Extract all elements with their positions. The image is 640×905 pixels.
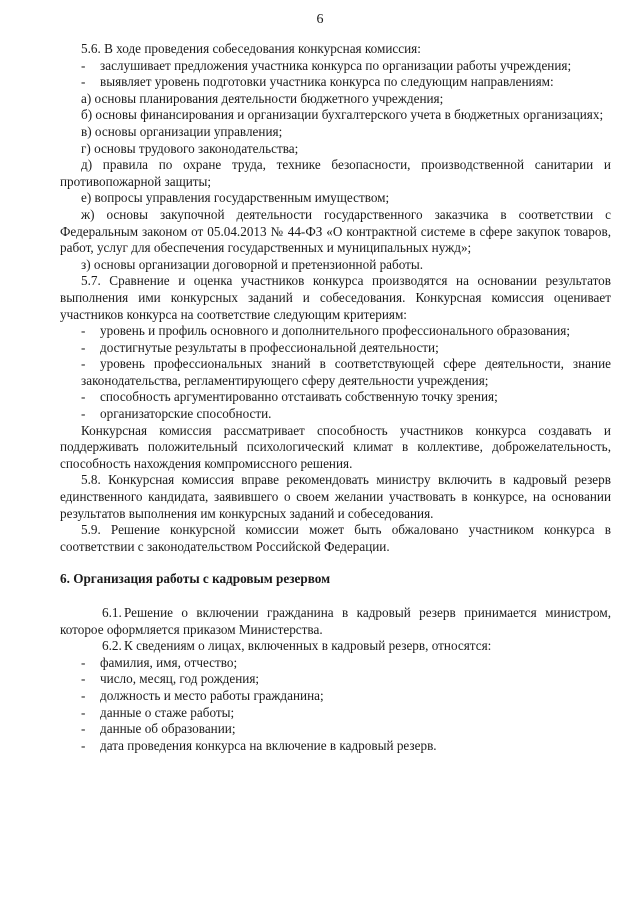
clause-5-7-criterion [60,389,611,406]
clause-5-7-closing: Конкурсная комиссия рассматривает способность участников конкурса создавать и поддерживать положительный психологический климат в коллективе, доброжелательность, способность нахождения компромиссного решения. [60,422,611,471]
clause-5-6-bullet [60,74,611,91]
clause-5-6-item-d: д) правила по охране труда, технике безопасности, производственной санитарии и противопожарной защиты; [60,157,611,189]
dash-marker: - [81,339,86,355]
clause-number: 6.1. [102,605,122,620]
clause-5-6-bullet [60,58,611,75]
dash-marker: - [81,406,86,422]
clause-6-1 [60,605,611,638]
item-text: должность и место работы гражданина; [100,687,324,703]
reserve-info-item [60,688,611,705]
item-text: данные об образовании; [100,721,236,737]
clause-5-8: 5.8. Конкурсная комиссия вправе рекомендовать министру включить в кадровый резерв единственного кандидата, заявившего о своем желании участвовать в конкурсе, на основании результатов выполнения им конкурсных заданий и собеседования. [60,472,611,521]
clause-5-6-intro: 5.6. В ходе проведения собеседования конкурсная комиссия: [81,41,421,56]
clause-5-6-item-v: в) основы организации управления; [81,123,283,139]
criterion-text: способность аргументированно отстаивать собственную точку зрения; [100,389,498,405]
dash-marker: - [81,687,86,703]
clause-5-6-item-z: з) основы организации договорной и претензионной работы. [81,256,424,272]
clause-5-9: 5.9. Решение конкурсной комиссии может быть обжаловано участником конкурса в соответствии с законодательством Российской Федерации. [60,522,611,554]
page-number: 6 [316,12,324,27]
reserve-info-item [60,721,611,738]
clause-5-7-intro: 5.7. Сравнение и оценка участников конкурса производятся на основании результатов выполнения ими конкурсных заданий и собеседования. Конкурсная комиссия оценивает участников конкурса на соответствие следующим критериям: [60,273,611,322]
dash-marker: - [81,389,86,405]
criterion-text: уровень профессиональных знаний в соответствующей сфере деятельности, знание законодательства, регламентирующего сферу деятельности учреждения; [81,356,611,388]
item-text: данные о стаже работы; [100,704,235,720]
document-body [60,41,611,754]
clause-5-7-criterion [60,340,611,357]
dash-marker: - [81,671,86,687]
dash-marker: - [81,57,86,73]
dash-marker: - [81,323,86,339]
clause-5-7-criterion [60,356,611,389]
dash-marker: - [81,654,86,670]
clause-5-6-item-g: г) основы трудового законодательства; [81,140,299,156]
reserve-info-item [60,738,611,755]
item-text: число, месяц, год рождения; [100,671,260,687]
criterion-text: достигнутые результаты в профессиональной деятельности; [100,339,439,355]
dash-marker: - [81,721,86,737]
dash-marker: - [81,704,86,720]
section-6-title: 6. Организация работы с кадровым резервом [60,571,331,587]
clause-5-6-item-zh: ж) основы закупочной деятельности государственного заказчика в соответствии с Федеральным законом от 05.04.2013 № 44-ФЗ «О контрактной системе в сфере закупок товаров, работ, услуг для обеспечения государственных и муниципальных нужд»; [60,206,611,256]
dash-marker: - [81,74,86,90]
clause-number: 6.2. [102,638,122,654]
item-text: дата проведения конкурса на включение в кадровый резерв. [100,737,437,753]
bullet-text: заслушивает предложения участника конкурса по организации работы учреждения; [100,57,572,73]
clause-text: К сведениям о лицах, включенных в кадровый резерв, относятся: [124,638,492,654]
reserve-info-item [60,671,611,688]
reserve-info-item [60,655,611,672]
clause-6-2 [60,638,611,655]
clause-5-6-item-a: а) основы планирования деятельности бюджетного учреждения; [81,90,444,106]
item-text: фамилия, имя, отчество; [100,654,238,670]
criterion-text: организаторские способности. [100,406,272,422]
bullet-text: выявляет уровень подготовки участника конкурса по следующим направлениям: [100,74,554,90]
clause-5-6-item-b: б) основы финансирования и организации бухгалтерского учета в бюджетных организациях; [81,107,604,123]
dash-marker: - [81,356,86,372]
clause-text: Решение о включении гражданина в кадровый резерв принимается министром, которое оформляется приказом Министерства. [60,605,611,637]
clause-5-7-criterion [60,323,611,340]
reserve-info-item [60,705,611,722]
dash-marker: - [81,737,86,753]
criterion-text: уровень и профиль основного и дополнительного профессионального образования; [100,323,570,339]
clause-5-7-criterion [60,406,611,423]
clause-5-6-item-e: е) вопросы управления государственным имуществом; [81,190,390,206]
